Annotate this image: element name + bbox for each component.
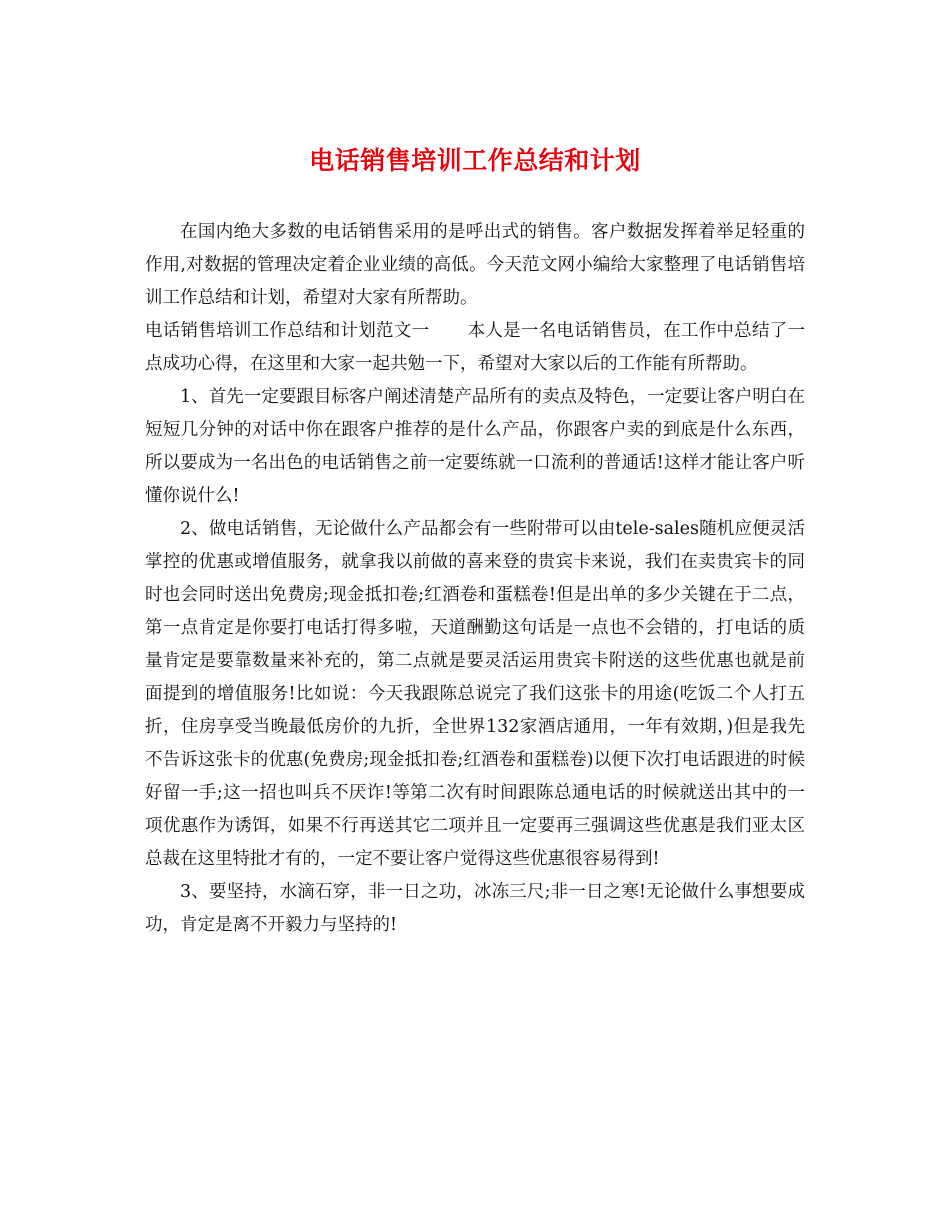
section-opening: 本人是一名电话销售员，在工作中总结了一点成功心得，在这里和大家一起共勉一下，希望对大家以后的工作能有所帮助。 bbox=[145, 321, 805, 374]
document-body bbox=[145, 216, 805, 942]
body-paragraph-2: 2、做电话销售，无论做什么产品都会有一些附带可以由tele-sales随机应便灵活掌控的优惠或增值服务，就拿我以前做的喜来登的贵宾卡来说，我们在卖贵宾卡的同时也会同时送出免费房;现金抵扣卷;红酒卷和蛋糕卷!但是出单的多少关键在于二点，第一点肯定是你要打电话打得多啦，天道酬勤这句话是一点也不会错的，打电话的质量肯定是要靠数量来补充的，第二点就是要灵活运用贵宾卡附送的这些优惠也就是前面提到的增值服务!比如说：今天我跟陈总说完了我们这张卡的用途(吃饭二个人打五折，住房享受当晚最低房价的九折，全世界132家酒店通用，一年有效期，)但是我先不告诉这张卡的优惠(免费房;现金抵扣卷;红酒卷和蛋糕卷)以便下次打电话跟进的时候好留一手;这一招也叫兵不厌诈!等第二次有时间跟陈总通电话的时候就送出其中的一项优惠作为诱饵，如果不行再送其它二项并且一定要再三强调这些优惠是我们亚太区总裁在这里特批才有的，一定不要让客户觉得这些优惠很容易得到! bbox=[145, 519, 805, 869]
body-paragraph-3: 3、要坚持，水滴石穿，非一日之功，冰冻三尺;非一日之寒!无论做什么事想要成功，肯定是离不开毅力与坚持的! bbox=[145, 882, 805, 935]
document-title: 电话销售培训工作总结和计划 bbox=[309, 146, 641, 175]
intro-paragraph: 在国内绝大多数的电话销售采用的是呼出式的销售。客户数据发挥着举足轻重的作用,对数据的管理决定着企业业绩的高低。今天范文网小编给大家整理了电话销售培训工作总结和计划，希望对大家有所帮助。 bbox=[145, 222, 805, 308]
section-label: 电话销售培训工作总结和计划范文一 bbox=[145, 321, 430, 341]
section-first-paragraph bbox=[145, 315, 805, 381]
body-paragraph-1: 1、首先一定要跟目标客户阐述清楚产品所有的卖点及特色，一定要让客户明白在短短几分钟的对话中你在跟客户推荐的是什么产品，你跟客户卖的到底是什么东西，所以要成为一名出色的电话销售之前一定要练就一口流利的普通话!这样才能让客户听懂你说什么! bbox=[145, 387, 805, 506]
